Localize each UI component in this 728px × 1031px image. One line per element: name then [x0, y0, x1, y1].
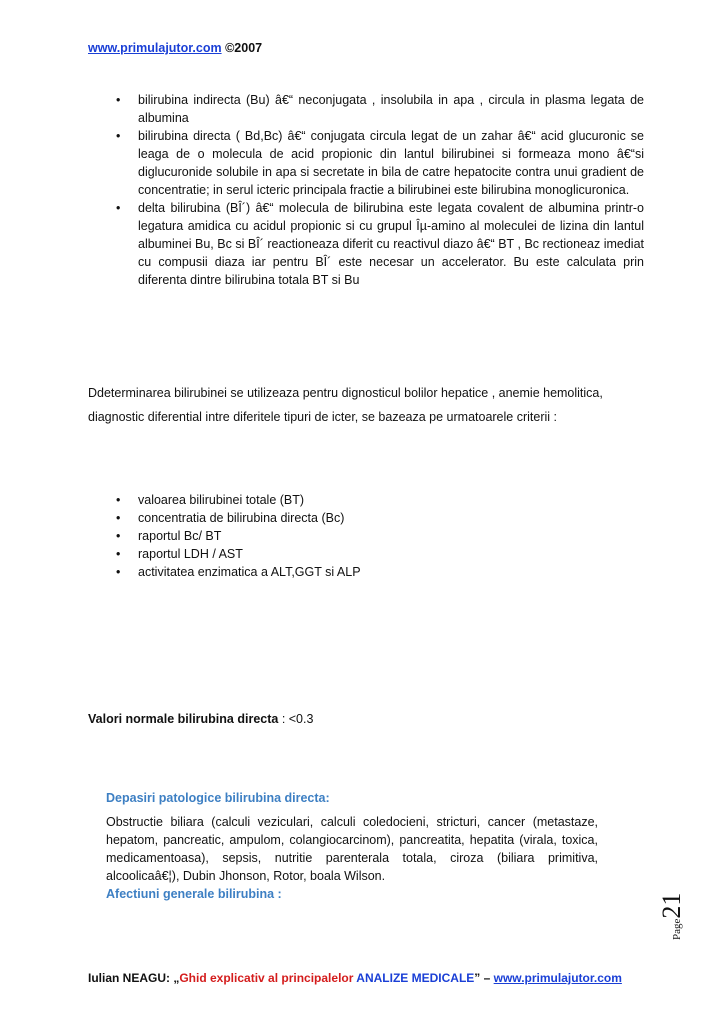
section-body: Obstructie biliara (calculi veziculari, calculi coledocieni, stricturi, cancer (metastaze, hepatom, pancreatic, ampulom, colangiocarcinom), pancreatita, hepatita (virala, toxica, medicamentoasa), sepsis, nutritie parenterala totala, ciroza (biliara primitiva, alcoolicaâ€¦), Dubin Jhonson, Rotor, boala Wilson. — [106, 815, 598, 883]
bilirubin-types-list — [96, 91, 644, 289]
normal-values-value: : <0.3 — [278, 712, 314, 726]
footer-title-part1: Ghid explicativ al principalelor — [179, 971, 357, 985]
page-number: 21 — [657, 892, 686, 919]
list-item: • raportul LDH / AST — [96, 545, 636, 563]
list-item: • bilirubina indirecta (Bu) â€“ neconjugata , insolubila in apa , circula in plasma legata de albumina — [96, 91, 644, 127]
footer-author: Iulian NEAGU: „ — [88, 971, 180, 985]
header-site-link[interactable]: www.primulajutor.com — [88, 41, 222, 55]
pathologic-section — [106, 789, 598, 903]
page-footer — [88, 971, 622, 985]
footer-title-part2: ANALIZE MEDICALE — [356, 971, 475, 985]
footer-separator: ” – — [474, 971, 494, 985]
page-number-box — [657, 880, 707, 940]
page-header — [88, 41, 262, 55]
criteria-intro-paragraph: Ddeterminarea bilirubinei se utilizeaza pentru dignosticul bolilor hepatice , anemie hemolitica, diagnostic diferential intre diferitele tipuri de icter, se bazeaza pe urmatoarele criterii : — [88, 386, 603, 424]
list-item: • delta bilirubina (BÎ´) â€“ molecula de bilirubina este legata covalent de albumina printr-o legatura amidica cu acidul propionic si cu grupul Îµ-amino al moleculei de lizina din lantul albuminei Bu, Bc si BÎ´ reactioneaza diferit cu reactivul diazo â€“ BT , Bc rectioneaz imediat cu compusii diaza iar pentru BÎ´ este necesar un accelerator. Bu este calculata prin diferenta dintre bilirubina totala BT si Bu — [96, 199, 644, 289]
list-item: • activitatea enzimatica a ALT,GGT si ALP — [96, 563, 636, 581]
section-title: Depasiri patologice bilirubina directa: — [106, 791, 330, 805]
normal-values-line — [88, 712, 313, 726]
list-item: • bilirubina directa ( Bd,Bc) â€“ conjugata circula legat de un zahar â€“ acid glucuronic se leaga de o molecula de acid propionic din lantul bilirubinei si formeaza mono â€“si diglucuronide solubile in apa si secretate in bila de catre hepatocite contra unui gradient de concentratie; in serul icteric principala fractie a bilirubinei este bilirubina monoglicuronica. — [96, 127, 644, 199]
page-label: Page — [671, 918, 683, 940]
list-item: • valoarea bilirubinei totale (BT) — [96, 491, 636, 509]
section-subtitle: Afectiuni generale bilirubina : — [106, 887, 282, 901]
criteria-list — [96, 491, 636, 581]
header-year: ©2007 — [225, 41, 263, 55]
list-item: • raportul Bc/ BT — [96, 527, 636, 545]
list-item: • concentratia de bilirubina directa (Bc) — [96, 509, 636, 527]
normal-values-label: Valori normale bilirubina directa — [88, 712, 279, 726]
footer-site-link[interactable]: www.primulajutor.com — [493, 971, 622, 985]
